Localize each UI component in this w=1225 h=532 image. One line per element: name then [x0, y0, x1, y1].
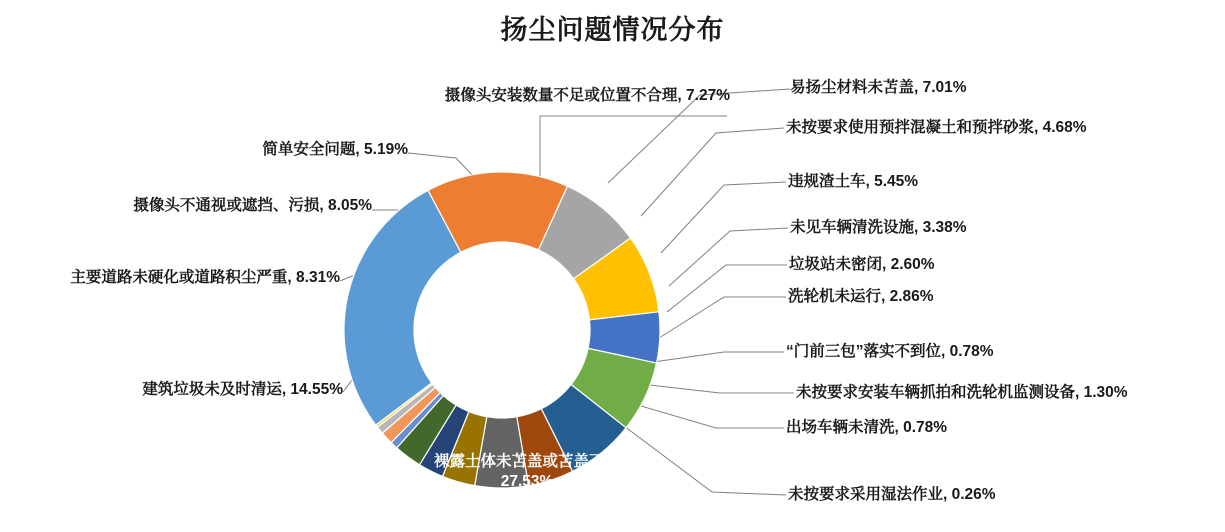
inner-slice-label-value: 27.53%	[500, 473, 554, 490]
slice-label-simple-safety: 简单安全问题, 5.19%	[262, 141, 408, 158]
slice-label-construction-waste: 建筑垃圾未及时清运, 14.55%	[142, 381, 343, 398]
slice-label-no-wash-facility: 未见车辆清洗设施, 3.38%	[790, 219, 967, 236]
slice-label-illegal-truck: 违规渣土车, 5.45%	[788, 173, 919, 190]
slice-label-trash-station: 垃圾站未密闭, 2.60%	[789, 256, 935, 273]
slice-label-menqiansanbao: “门前三包”落实不到位, 0.78%	[786, 343, 994, 360]
donut-slice	[344, 190, 461, 425]
inner-slice-label-name: 裸露土体未苫盖或苫盖不严	[433, 453, 620, 470]
slice-label-exit-truck-unwashed: 出场车辆未清洗, 0.78%	[786, 419, 948, 436]
slice-label-road-dust: 主要道路未硬化或道路积尘严重, 8.31%	[70, 269, 340, 286]
slice-label-wet-operation: 未按要求采用湿法作业, 0.26%	[788, 486, 996, 503]
slice-label-camera-count: 摄像头安装数量不足或位置不合理, 7.27%	[444, 87, 730, 104]
slice-label-monitor-equipment: 未按要求安装车辆抓拍和洗轮机监测设备, 1.30%	[796, 384, 1128, 401]
slice-label-camera-blocked: 摄像头不通视或遮挡、污损, 8.05%	[133, 197, 372, 214]
chart-title: 扬尘问题情况分布	[500, 15, 725, 45]
slice-label-wheel-washer-off: 洗轮机未运行, 2.86%	[788, 288, 934, 305]
donut-slices	[344, 172, 660, 488]
slice-label-dust-material: 易扬尘材料未苫盖, 7.01%	[790, 79, 967, 96]
slice-label-premixed-concrete: 未按要求使用预拌混凝土和预拌砂浆, 4.68%	[786, 119, 1087, 136]
inner-slice-label	[392, 452, 662, 492]
